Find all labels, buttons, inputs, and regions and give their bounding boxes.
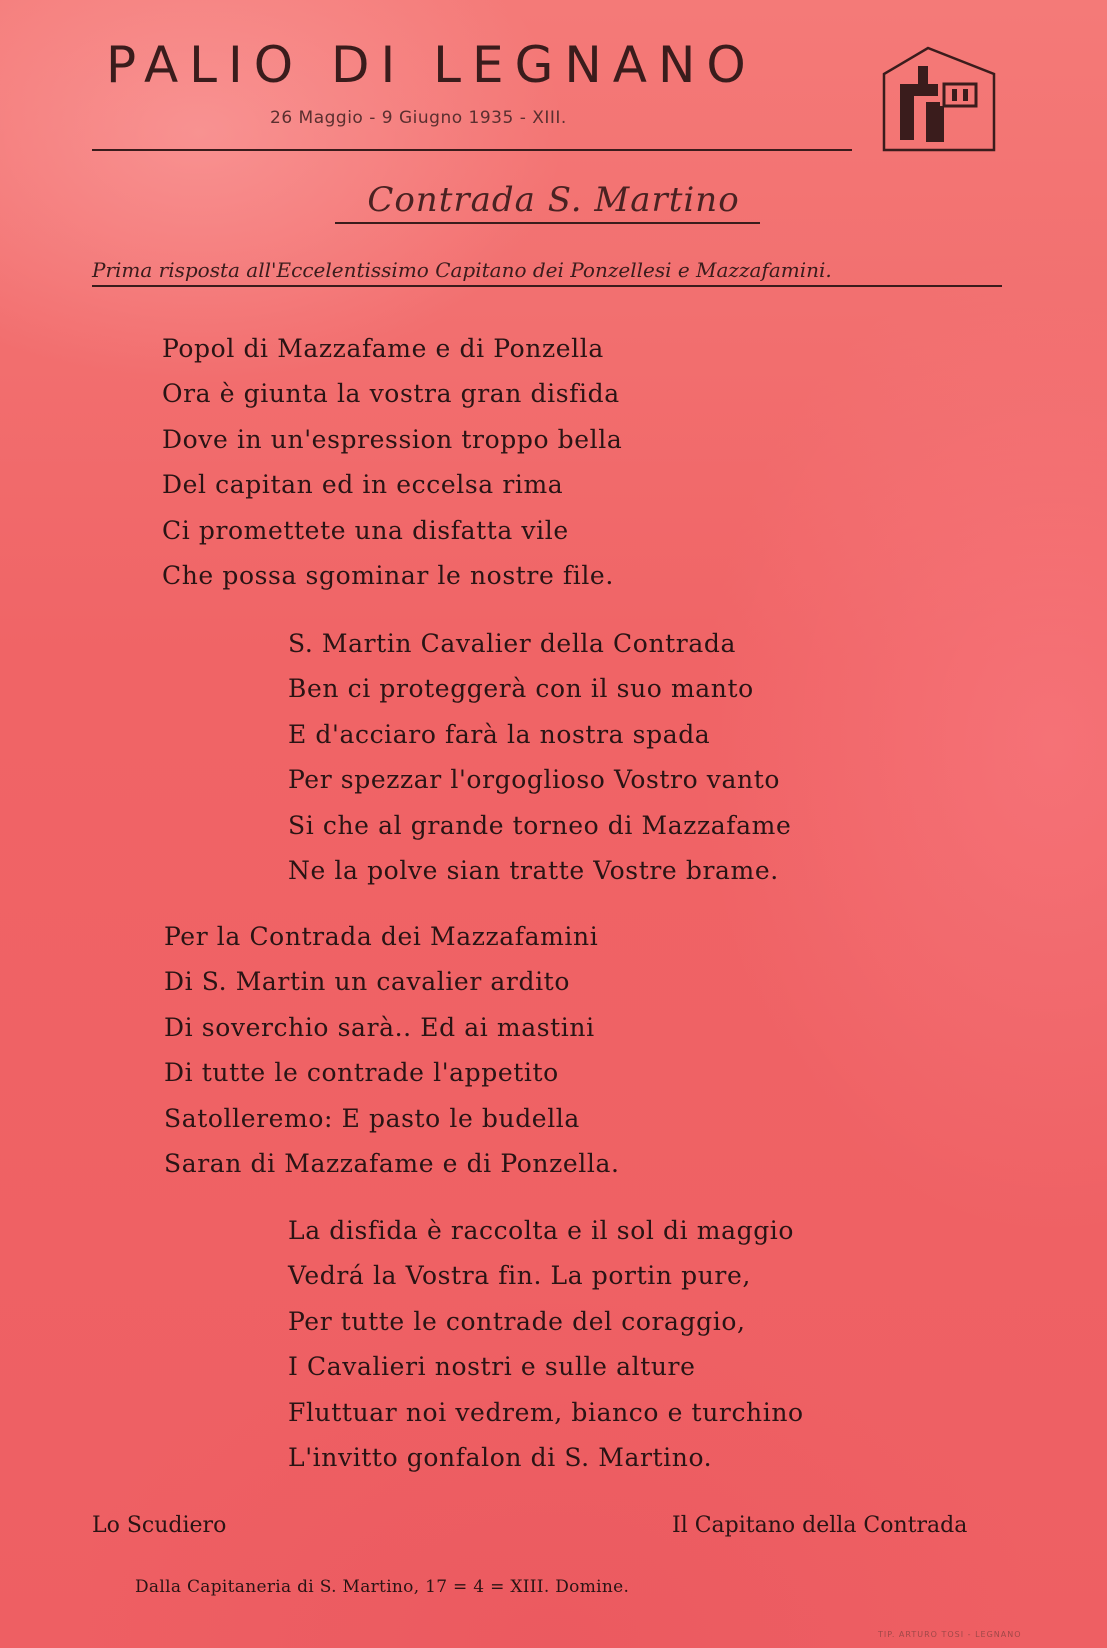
verse-line: Fluttuar noi vedrem, bianco e turchino	[288, 1397, 804, 1427]
event-dates: 26 Maggio - 9 Giugno 1935 - XIII.	[270, 108, 567, 128]
verse-line: Saran di Mazzafame e di Ponzella.	[164, 1149, 620, 1179]
verse-line: Per spezzar l'orgoglioso Vostro vanto	[288, 765, 781, 795]
stanza-3	[164, 914, 620, 1186]
verse-line: Ci promettete una disfatta vile	[162, 515, 569, 545]
verse-line: Di tutte le contrade l'appetito	[164, 1058, 559, 1088]
verse-line: Satolleremo: E pasto le budella	[164, 1103, 580, 1133]
dedication-divider	[92, 285, 1002, 287]
verse-line: Di S. Martin un cavalier ardito	[164, 967, 570, 997]
verse-line: Popol di Mazzafame e di Ponzella	[162, 334, 604, 363]
stanza-1	[162, 326, 622, 598]
heading-underline	[335, 222, 760, 224]
verse-line: La disfida è raccolta e il sol di maggio	[288, 1216, 795, 1245]
verse-line: Del capitan ed in eccelsa rima	[162, 470, 564, 500]
signature-captain: Il Capitano della Contrada	[672, 1513, 968, 1538]
verse-line: Che possa sgominar le nostre file.	[162, 561, 614, 591]
verse-line: Per la Contrada dei Mazzafamini	[164, 922, 599, 951]
document-title: PALIO DI LEGNANO	[106, 36, 757, 94]
verse-line: Dove in un'espression troppo bella	[162, 424, 623, 454]
header-divider	[92, 149, 852, 151]
stanza-2	[288, 621, 791, 893]
verse-line: Ora è giunta la vostra gran disfida	[162, 379, 620, 409]
verse-line: Per tutte le contrade del coraggio,	[288, 1306, 746, 1336]
verse-line: L'invitto gonfalon di S. Martino.	[288, 1443, 713, 1473]
printer-imprint: TIP. ARTURO TOSI - LEGNANO	[878, 1630, 1022, 1639]
stanza-4	[288, 1208, 804, 1480]
verse-line: Vedrá la Vostra fin. La portin pure,	[288, 1261, 751, 1291]
dedication-line: Prima risposta all'Eccelentissimo Capitano dei Ponzellesi e Mazzafamini.	[92, 258, 832, 282]
footer-dateline: Dalla Capitaneria di S. Martino, 17 = 4 = XIII. Domine.	[135, 1577, 630, 1597]
verse-line: E d'acciaro farà la nostra spada	[288, 719, 711, 749]
verse-line: Ben ci proteggerà con il suo manto	[288, 674, 754, 704]
verse-line: Ne la polve sian tratte Vostre brame.	[288, 856, 779, 886]
verse-line: I Cavalieri nostri e sulle alture	[288, 1352, 696, 1382]
signature-squire: Lo Scudiero	[92, 1513, 227, 1538]
legnano-emblem-logo	[880, 44, 998, 154]
verse-line: Di soverchio sarà.. Ed ai mastini	[164, 1012, 595, 1042]
verse-line: Si che al grande torneo di Mazzafame	[288, 810, 792, 840]
verse-line: S. Martin Cavalier della Contrada	[288, 629, 736, 658]
contrada-heading: Contrada S. Martino	[367, 180, 740, 220]
